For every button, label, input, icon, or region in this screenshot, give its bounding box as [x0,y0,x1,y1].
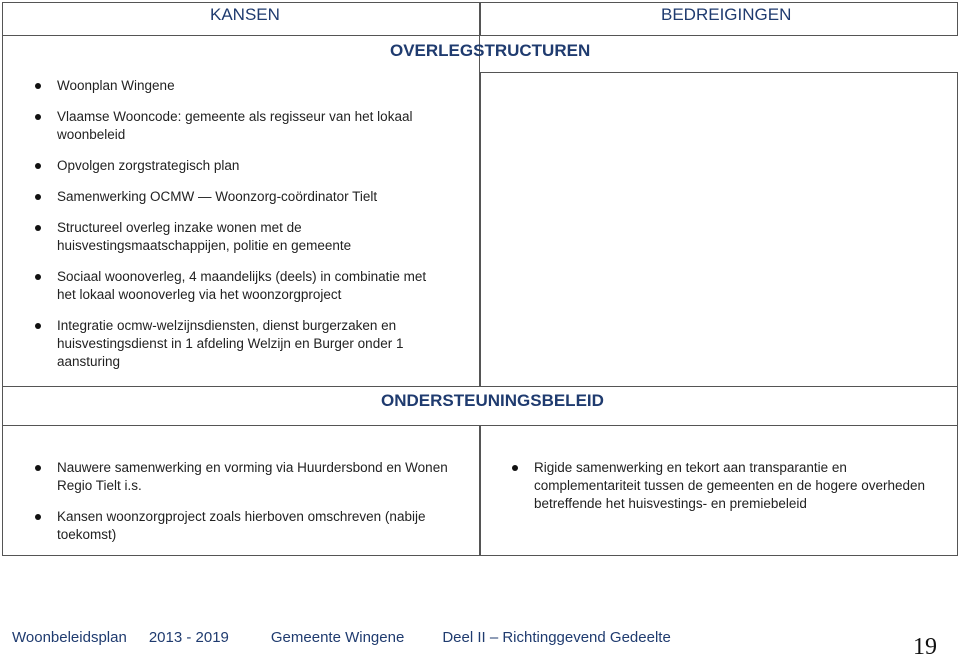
list-item-text: Opvolgen zorgstrategisch plan [57,158,240,173]
list-item-text: Nauwere samenwerking en vorming via Huurdersbond en Wonen Regio Tielt i.s. [57,460,448,493]
list-item-text: Integratie ocmw-welzijnsdiensten, dienst burgerzaken en huisvestingsdienst in 1 afdeling Welzijn en Burger onder 1 aansturing [57,318,404,369]
bullet-icon [35,465,41,471]
bullet-icon [35,274,41,280]
footer-plan: Woonbeleidsplan [12,629,127,646]
list-item [35,188,445,206]
footer-section: Deel II – Richtinggevend Gedeelte [442,629,671,646]
list-item-text: Rigide samenwerking en tekort aan transparantie en complementariteit tussen de gemeenten en de hogere overheden betreffende het huisvestings- en premiebeleid [534,460,926,511]
list-item-text: Woonplan Wingene [57,78,175,93]
footer-municipality: Gemeente Wingene [270,629,405,646]
list-item-text: Sociaal woonoverleg, 4 maandelijks (deels) in combinatie met het lokaal woonoverleg via het woonzorgproject [57,269,427,302]
bullet-icon [35,194,41,200]
list-item-text: Samenwerking OCMW — Woonzorg-coördinator Tielt [57,189,378,204]
list-item [35,77,445,95]
list-item [35,317,445,371]
page-footer [12,629,709,646]
kansen-heading: KANSEN [210,5,280,24]
list-item [35,108,445,144]
ondersteuning-kansen-list [35,459,455,557]
overlegstructuren-heading: OVERLEGSTRUCTUREN [390,41,591,60]
bullet-icon [512,465,518,471]
bullet-icon [35,114,41,120]
list-item [35,268,445,304]
ondersteuning-bedreigingen-list [512,459,942,526]
list-item [35,508,455,544]
list-item [35,157,445,175]
footer-years: 2013 - 2019 [148,629,229,646]
page-number: 19 [913,634,937,660]
list-item [35,459,455,495]
list-item-text: Structureel overleg inzake wonen met de huisvestingsmaatschappijen, politie en gemeente [57,220,352,253]
bullet-icon [35,163,41,169]
bullet-icon [35,323,41,329]
overleg-list [35,77,445,384]
ondersteuningsbeleid-heading: ONDERSTEUNINGSBELEID [381,391,604,410]
list-item [512,459,942,513]
bullet-icon [35,514,41,520]
list-item-text: Kansen woonzorgproject zoals hierboven omschreven (nabije toekomst) [57,509,426,542]
overleg-right-column [480,72,958,386]
bullet-icon [35,225,41,231]
bedreigingen-heading: BEDREIGINGEN [661,5,792,24]
bullet-icon [35,83,41,89]
list-item-text: Vlaamse Wooncode: gemeente als regisseur van het lokaal woonbeleid [57,109,413,142]
list-item [35,219,445,255]
